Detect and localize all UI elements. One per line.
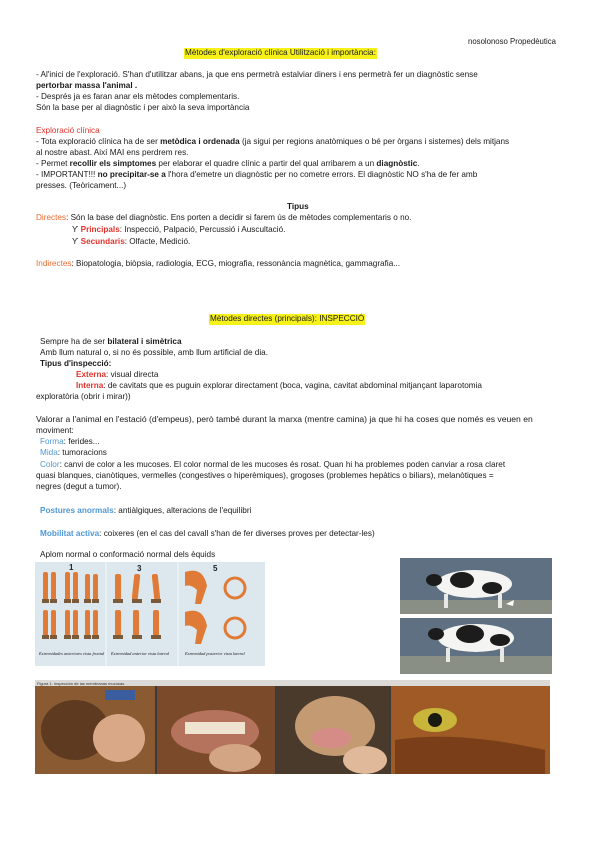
inspeccio-line-1: Sempre ha de ser bilateral i simètrica [40,337,182,346]
intro-line-2: pertorbar massa l'animal . [36,81,138,90]
inspeccio-interna-2: exploratòria (obrir i mirar)) [36,392,131,401]
tipus-indirectes: Indirectes: Biopatologia, biòpsia, radiologia, ECG, miografia, ressonància magnètica, gammagrafia... [36,259,401,268]
horse-limbs-illustration [35,562,265,666]
panel-number-1: 1 [69,563,74,572]
intro-line-4: Són la base per al diagnòstic i per això la seva importància [36,103,250,112]
cow-gait-photo [400,558,552,674]
cow-illustration [400,558,552,674]
mucous-photos-illustration [35,680,550,774]
inspeccio-externa: Externa: visual directa [76,370,159,379]
valorar-line-1: Valorar a l'animal en l'estació (d'empeus), però també durant la marxa (mentre camina) ja que hi ha coses que només es veuen en [36,414,533,424]
exploracio-line-3: - Permet recollir els simptomes per elaborar el quadre clínic a partir del qual arribarem a un diagnòstic. [36,159,420,168]
section-title-metodes: Mètodes d'exploració clínica Utilització i importància: [185,48,376,57]
inspeccio-mobilitat: Mobilitat activa: coixeres (en el cas del cavall s'han de fer diverses proves per detectar-les) [40,529,375,538]
inspeccio-forma: Forma: ferides... [40,437,100,446]
panel-number-5: 5 [213,564,218,573]
exploracio-line-2: al nostre abast. Així MAI ens perdrem res. [36,148,189,157]
inspeccio-color: Color: canvi de color a les mucoses. El color normal de les mucoses és rosat. Quan hi ha problemes poden canviar a rosa claret [40,460,506,469]
inspeccio-mida: Mida: tumoracions [40,448,107,457]
tipus-secundaris: ϒ Secundaris: Olfacte, Medició. [72,237,191,246]
inspeccio-tipus-label: Tipus d'inspecció: [40,359,112,368]
inspeccio-interna: Interna: de cavitats que es puguin explorar directament (boca, vagina, cavitat abdominal mitjançant laparotomia [76,381,482,390]
conformation-figure [35,562,265,666]
inspeccio-line-2: Amb llum natural o, si no és possible, amb llum artificial de dia. [40,348,268,357]
strip-title: Figura 1. Inspección de las membranas mucosas. [37,681,126,686]
panel-number-3: 3 [137,564,142,573]
tipus-heading: Tipus [287,202,309,211]
exploracio-line-5: presses. (Teòricament...) [36,181,127,190]
intro-line-1: - Al'inici de l'exploració. S'han d'utilitzar abans, ja que ens permetrà estalviar diners i ens permetrà fer un diagnòstic sense [36,70,478,79]
caption-anteriores: Extremidades anteriores vista frontal [39,651,105,656]
tipus-directes: Directes: Són la base del diagnòstic. Ens porten a decidir si farem ús de mètodes complementaris o no. [36,213,412,222]
exploracio-heading: Exploració clínica [36,126,100,135]
tipus-principals: ϒ Principals: Inspecció, Palpació, Percussió i Auscultació. [72,225,286,234]
caption-anterior-lateral: Extremidad anterior vista lateral [111,651,170,656]
inspeccio-color-2: quasi blanques, cianòtiques, vermelles (congestives o hiperèmiques), grogoses (problemes hepàtics o biliars), melanòtiques = [36,471,494,480]
section-title-inspeccio: Mètodes directes (principals): INSPECCIÓ [210,314,365,323]
valorar-line-2: moviment: [36,426,74,435]
exploracio-line-4: - IMPORTANT!!! no precipitar-se a l'hora d'emetre un diagnòstic per no cometre errors. El diagnòstic NO s'ha de fer amb [36,170,478,179]
caption-posterior-lateral: Extremidad posterior vista lateral [185,651,245,656]
header-right: nosolonoso Propedèutica [468,37,556,46]
inspeccio-color-3: negres (degut a tumor). [36,482,122,491]
inspeccio-postures: Postures anormals: antiàlgiques, alteracions de l'equilibri [40,506,252,515]
intro-line-3: - Després ja es faran anar els mètodes complementaris. [36,92,240,101]
mucous-membranes-strip [35,680,550,774]
exploracio-line-1: - Tota exploració clínica ha de ser metòdica i ordenada (ja sigui per regions anatòmiques o bé per òrgans i sistemes) dels mitjans [36,137,510,146]
aplom-caption: Aplom normal o conformació normal dels èquids [40,550,216,559]
